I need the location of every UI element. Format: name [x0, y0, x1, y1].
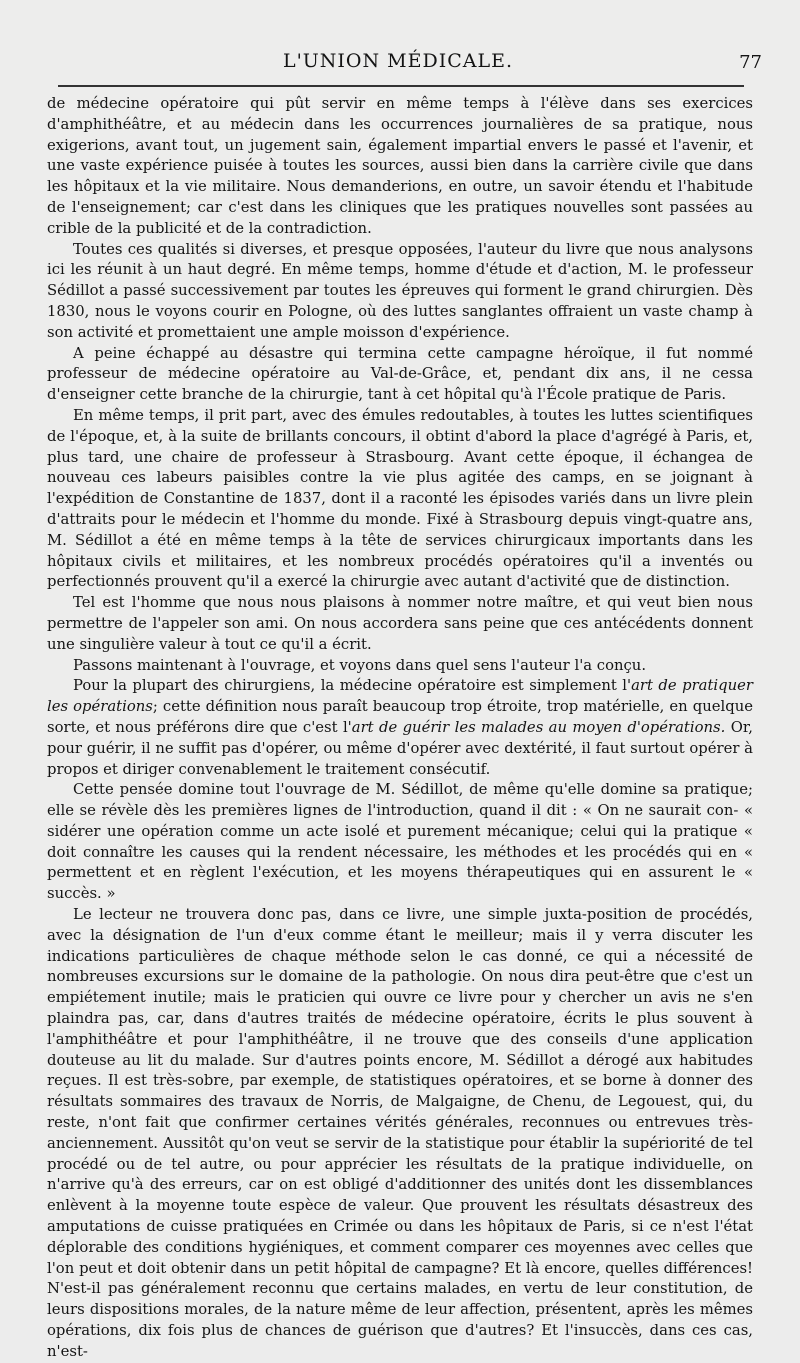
header-rule [58, 85, 744, 87]
paragraph: En même temps, il prit part, avec des émules redoutables, à toutes les luttes scientifiques de l'époque, et, à la suite de brillants concours, il obtint d'abord la place d'agrégé à Paris, et, plus tard, une chaire de professeur à Strasbourg. Avant cette époque, il échangea de nouveau ces labeurs paisibles contre la vie plus agitée des camps, en se joignant à l'expédition de Constantine de 1837, dont il a raconté les épisodes variés dans un livre plein d'attraits pour le médecin et l'homme du monde. Fixé à Strasbourg depuis vingt-quatre ans, M. Sédillot a été en même temps à la tête de services chirurgicaux importants dans les hôpitaux civils et militaires, et les nombreux procédés opératoires qu'il a inventés ou perfectionnés prouvent qu'il a exercé la chirurgie avec autant d'activité que de distinction. [47, 406, 753, 591]
paragraph: Toutes ces qualités si diverses, et presque opposées, l'auteur du livre que nous analysons ici les réunit à un haut degré. En même temps, homme d'étude et d'action, M. le professeur Sédillot a passé successivement par toutes les épreuves qui forment le grand chirurgien. Dès 1830, nous le voyons courir en Pologne, où des luttes sanglantes offraient un vaste champ à son activité et promettaient une ample moisson d'expérience. [47, 240, 753, 341]
page-number: 77 [739, 52, 762, 73]
paragraph: Cette pensée domine tout l'ouvrage de M. Sédillot, de même qu'elle domine sa pratique; elle se révèle dès les premières lignes de l'introduction, quand il dit : « On ne saurait con- « sidérer une opération comme un acte isolé et purement mécanique; celui qui la pratique « doit connaître les causes qui la rendent nécessaire, les méthodes et les procédés qui en « permettent et en règlent l'exécution, et les moyens thérapeutiques qui en assurent le « succès. » [47, 781, 753, 903]
paragraph-definition [47, 676, 753, 780]
body-text [47, 94, 753, 1363]
page-header [48, 50, 762, 80]
italic-phrase: art de pratiquer les opérations [47, 677, 753, 716]
running-title: L'UNION MÉDICALE. [282, 50, 514, 72]
text-run: Pour la plupart des chirurgiens, la médecine opératoire est simplement l' [73, 677, 632, 695]
paragraph: de médecine opératoire qui pût servir en même temps à l'élève dans ses exercices d'amphithéâtre, et au médecin dans les occurrences journalières de sa pratique, nous exigerions, avant tout, un jugement sain, également impartial envers le passé et l'avenir, et une vaste expérience puisée à toutes les sources, aussi bien dans la carrière civile que dans les hôpitaux et la vie militaire. Nous demanderions, en outre, un savoir étendu et l'habitude de l'enseignement; car c'est dans les cliniques que les pratiques nouvelles sont passées au crible de la publicité et de la contradiction. [47, 95, 753, 237]
paragraph: Passons maintenant à l'ouvrage, et voyons dans quel sens l'auteur l'a conçu. [73, 656, 647, 674]
italic-phrase: art de guérir les malades au moyen d'opérations. [351, 718, 726, 736]
paragraph: Tel est l'homme que nous nous plaisons à nommer notre maître, et qui veut bien nous permettre de l'appeler son ami. On nous accordera sans peine que ces antécédents donnent une singulière valeur à tout ce qu'il a écrit. [47, 594, 753, 653]
text-run: ; cette définition nous paraît beaucoup trop étroite, trop matérielle, en quelque sorte, et nous préférons dire que c'est l' [47, 698, 754, 736]
paragraph: A peine échappé au désastre qui termina cette campagne héroïque, il fut nommé professeur de médecine opératoire au Val-de-Grâce, et, pendant dix ans, il ne cessa d'enseigner cette branche de la chirurgie, tant à cet hôpital qu'à l'École pratique de Paris. [47, 344, 753, 404]
text-run: Or, pour guérir, il ne suffit pas d'opérer, ou même d'opérer avec dextérité, il faut surtout opérer à propos et diriger convenablement le traitement consécutif. [47, 718, 753, 778]
paragraph: Le lecteur ne trouvera donc pas, dans ce livre, une simple juxta-position de procédés, avec la désignation de l'un d'eux comme étant le meilleur; mais il y verra discuter les indications particulières de chaque méthode selon le cas donné, ce qui a nécessité de nombreuses excursions sur le domaine de la pathologie. On nous dira peut-être que c'est un empiétement inutile; mais le praticien qui ouvre ce livre pour y chercher un avis ne s'en plaindra pas, car, dans d'autres traités de médecine opératoire, écrits le plus souvent à l'amphithéâtre et pour l'amphithéâtre, il ne trouve que des conseils d'une application douteuse au lit du malade. Sur d'autres points encore, M. Sédillot a dérogé aux habitudes reçues. Il est très-sobre, par exemple, de statistiques opératoires, et se borne à donner des résultats sommaires des travaux de Norris, de Malgaigne, de Chenu, de Legouest, qui, du reste, n'ont fait que confirmer certaines vérités générales, reconnues ou entrevues très-anciennement. Aussitôt qu'on veut se servir de la statistique pour établir la supériorité de tel procédé ou de tel autre, ou pour apprécier les résultats de la pratique individuelle, on n'arrive qu'à des erreurs, car on est obligé d'additionner des unités dont les dissemblances enlèvent à la moyenne toute espèce de valeur. Que prouvent les résultats désastreux des amputations de cuisse pratiquées en Crimée ou dans les hôpitaux de Paris, si ce n'est l'état déplorable des conditions hygiéniques, et comment comparer ces moyennes avec celles que l'on peut et doit obtenir dans un petit hôpital de campagne? Et là encore, quelles différences! N'est-il pas généralement reconnu que certains malades, en vertu de leur constitution, de leurs dispositions morales, de la nature même de leur affection, présentent, après les mêmes opérations, dix fois plus de chances de guérison que d'autres? Et l'insuccès, dans ces cas, n'est- [47, 906, 753, 1360]
